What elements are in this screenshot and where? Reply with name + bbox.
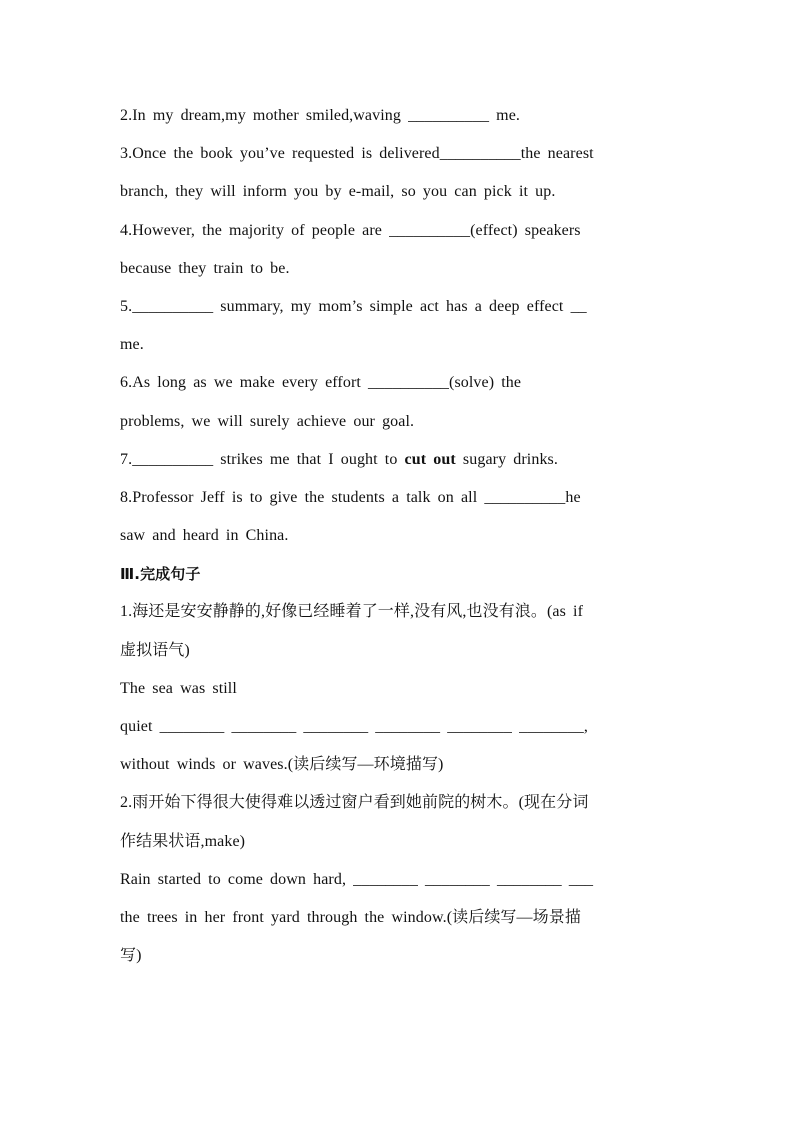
question-8-line-1: 8.Professor Jeff is to give the students a talk on all __________he	[120, 488, 581, 506]
question-4-line-2: because they train to be.	[120, 259, 290, 277]
sentence-2-english-line-2: the trees in her front yard through the window.(读后续写—场景描	[120, 908, 581, 926]
question-8-line-2: saw and heard in China.	[120, 527, 289, 545]
question-5-line-1: 5.__________ summary, my mom’s simple act has a deep effect __	[120, 297, 587, 315]
section-3-heading: Ⅲ.完成句子	[120, 565, 201, 584]
sentence-1-english-line-3: without winds or waves.(读后续写—环境描写)	[120, 756, 444, 774]
sentence-1-english-line-1: The sea was still	[120, 679, 237, 697]
question-5-line-2: me.	[120, 336, 144, 354]
sentence-2-english-line-3: 写)	[120, 947, 142, 965]
sentence-2-chinese-line-1: 2.雨开始下得很大使得难以透过窗户看到她前院的树木。(现在分词	[120, 794, 589, 812]
document-page	[120, 97, 680, 975]
question-7-text-start: 7.__________ strikes me that I ought to	[120, 450, 398, 468]
question-7-bold-phrase: cut out	[404, 450, 456, 468]
question-6-line-1: 6.As long as we make every effort __________(solve) the	[120, 374, 522, 392]
question-6-line-2: problems, we will surely achieve our goal.	[120, 412, 415, 430]
question-2: 2.In my dream,my mother smiled,waving __________ me.	[120, 107, 521, 124]
question-4-line-1: 4.However, the majority of people are __________(effect) speakers	[120, 221, 581, 239]
question-7-text-end: sugary drinks.	[462, 450, 558, 468]
question-3-line-1: 3.Once the book you’ve requested is delivered__________the nearest	[120, 145, 594, 163]
question-3-line-2: branch, they will inform you by e-mail, so you can pick it up.	[120, 183, 556, 201]
sentence-1-chinese-line-2: 虚拟语气)	[120, 641, 190, 659]
sentence-2-chinese-line-2: 作结果状语,make)	[120, 832, 246, 850]
question-7	[120, 441, 680, 479]
sentence-1-chinese-line-1: 1.海还是安安静静的,好像已经睡着了一样,没有风,也没有浪。(as if	[120, 603, 584, 621]
sentence-2-english-line-1: Rain started to come down hard, ________ ________ ________ ___	[120, 870, 594, 888]
sentence-1-english-line-2: quiet ________ ________ ________ ________ ________ ________,	[120, 718, 588, 735]
